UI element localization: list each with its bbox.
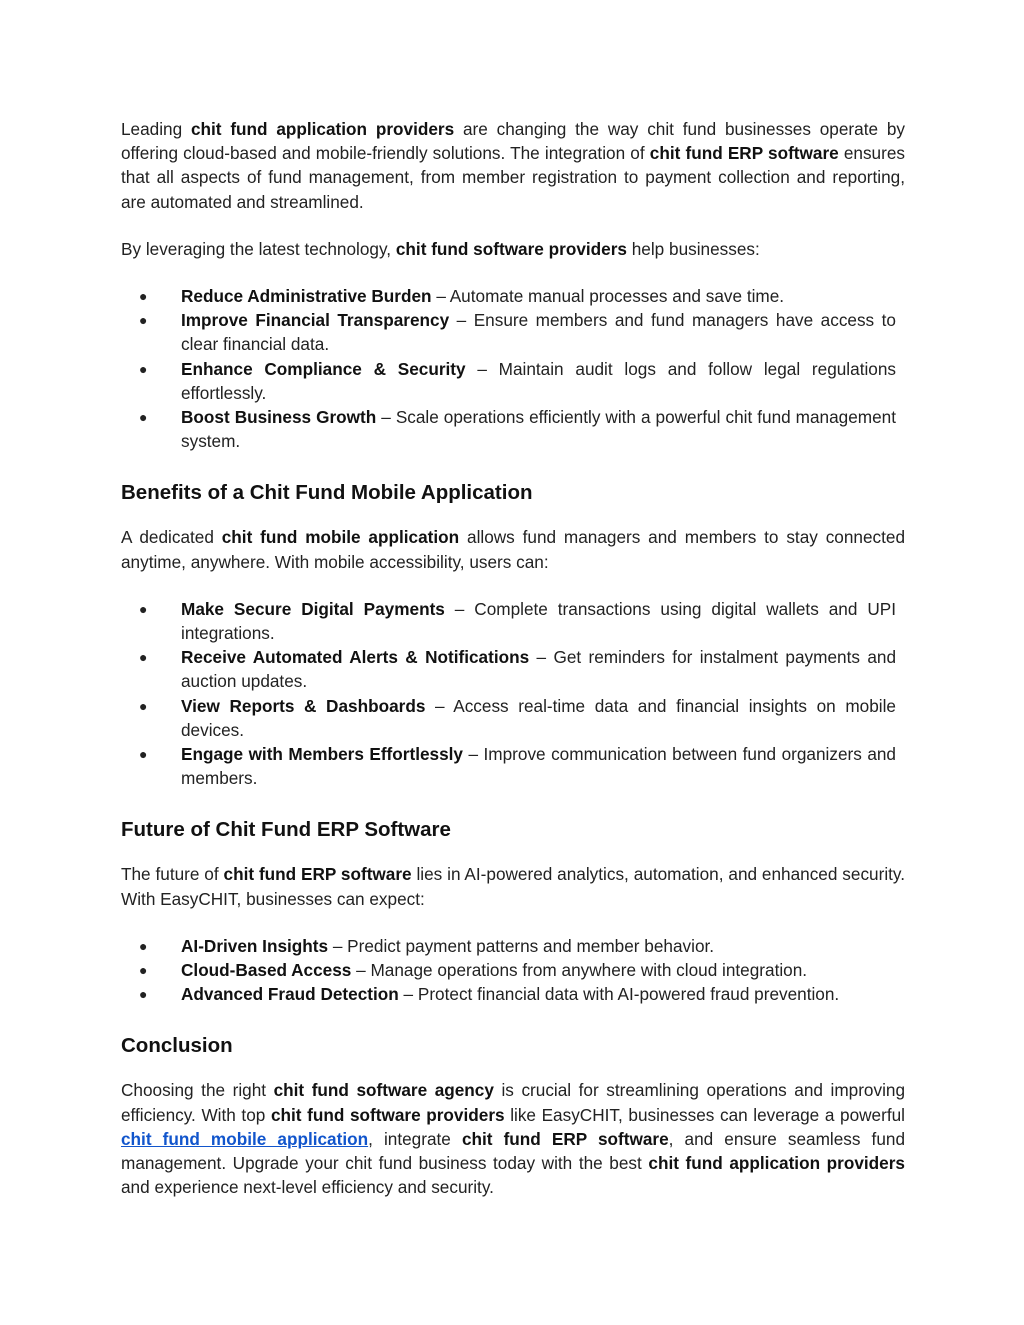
bullet-icon: ● [139, 649, 148, 666]
list-item [121, 694, 905, 742]
future-bullet-list [121, 934, 905, 1007]
bullet-icon: ● [139, 962, 148, 979]
future-paragraph [121, 862, 905, 910]
list-item [121, 597, 905, 645]
document-body [121, 117, 905, 1200]
benefits-bullet-list [121, 597, 905, 791]
list-item-title: Engage with Members Effortlessly [181, 744, 463, 765]
text-run: are changing the way chit fund businesses operate by offering cloud-based and mobile-friendly solutions. The integration of [121, 119, 905, 164]
list-item-text: – Access real-time data and financial insights on mobile devices. [181, 695, 896, 740]
bullet-icon: ● [139, 360, 148, 377]
list-item [121, 742, 905, 790]
bold-run: chit fund application providers [190, 119, 455, 139]
text-run: ensures that all aspects of fund management, from member registration to payment collection and reporting, are automated and streamlined. [121, 143, 905, 212]
text-run: lies in AI-powered analytics, automation, and enhanced security. With EasyCHIT, businesses can expect: [121, 864, 906, 909]
list-item-text: – Scale operations efficiently with a powerful chit fund management system. [181, 407, 897, 452]
list-item [121, 405, 905, 453]
bold-run: chit fund ERP software [223, 864, 412, 885]
text-run: Choosing the right [121, 1080, 274, 1101]
text-run: is crucial for streamlining operations and improving efficiency. With top [121, 1080, 906, 1125]
list-item-text: – Get reminders for instalment payments and auction updates. [181, 647, 896, 692]
intro-lead-paragraph [121, 237, 905, 261]
bullet-icon: ● [139, 312, 148, 329]
bullet-icon: ● [139, 697, 148, 714]
text-run: like EasyCHIT, businesses can leverage a powerful [504, 1104, 905, 1125]
text-run: , integrate [368, 1128, 462, 1149]
bold-run: chit fund software providers [395, 238, 627, 259]
list-item-title: Receive Automated Alerts & Notifications [181, 647, 530, 668]
list-item-text: – Automate manual processes and save time. [431, 286, 785, 307]
bold-run: chit fund mobile application [221, 527, 460, 548]
list-item [121, 308, 905, 356]
bold-run: chit fund application providers [648, 1153, 905, 1174]
list-item-text: – Maintain audit logs and follow legal regulations effortlessly. [181, 358, 896, 403]
bold-run: chit fund ERP software [649, 143, 839, 164]
list-item-title: Enhance Compliance & Security [181, 358, 466, 379]
conclusion-heading: Conclusion [121, 1034, 233, 1058]
list-item-text: – Manage operations from anywhere with cloud integration. [351, 960, 808, 981]
list-item-title: Improve Financial Transparency [181, 310, 450, 331]
text-run: , and ensure seamless fund management. Upgrade your chit fund business today with the best [121, 1128, 906, 1174]
intro-paragraph [121, 117, 905, 214]
bullet-icon: ● [139, 409, 148, 426]
bullet-icon: ● [139, 288, 148, 305]
list-item-text: – Complete transactions using digital wallets and UPI integrations. [181, 598, 896, 644]
bullet-icon: ● [139, 600, 148, 617]
list-item-title: Make Secure Digital Payments [181, 598, 445, 619]
chit-fund-mobile-application-link[interactable]: chit fund mobile application [121, 1128, 369, 1149]
list-item [121, 284, 905, 308]
bullet-icon: ● [139, 986, 148, 1003]
text-run: By leveraging the latest technology, [121, 238, 396, 259]
bold-run: chit fund software agency [273, 1080, 494, 1101]
text-run: help businesses: [626, 238, 760, 259]
bullet-icon: ● [139, 746, 148, 763]
list-item-title: Reduce Administrative Burden [181, 286, 432, 307]
text-run: and experience next-level efficiency and security. [121, 1177, 494, 1198]
list-item [121, 934, 905, 958]
list-item-title: View Reports & Dashboards [181, 695, 426, 716]
benefits-paragraph [121, 525, 905, 573]
conclusion-paragraph [121, 1078, 905, 1199]
list-item [121, 958, 905, 982]
list-item [121, 982, 905, 1006]
list-item-text: – Protect financial data with AI-powered fraud prevention. [398, 984, 840, 1005]
list-item-title: Boost Business Growth [181, 407, 377, 428]
list-item [121, 357, 905, 405]
bullet-icon: ● [139, 937, 148, 954]
bold-run: chit fund software providers [270, 1104, 505, 1125]
bold-run: chit fund ERP software [461, 1128, 669, 1149]
list-item-title: Advanced Fraud Detection [181, 984, 399, 1005]
benefits-heading: Benefits of a Chit Fund Mobile Application [121, 481, 533, 505]
text-run: The future of [121, 864, 224, 885]
text-run: Leading [121, 119, 191, 139]
list-item-title: AI-Driven Insights [181, 935, 329, 956]
list-item-title: Cloud-Based Access [181, 960, 352, 981]
intro-bullet-list [121, 284, 905, 453]
list-item-text: – Ensure members and fund managers have access to clear financial data. [181, 310, 896, 355]
list-item-text: – Predict payment patterns and member behavior. [328, 935, 715, 956]
text-run: A dedicated [121, 527, 222, 548]
text-run: allows fund managers and members to stay connected anytime, anywhere. With mobile accessibility, users can: [121, 527, 906, 572]
list-item [121, 645, 905, 693]
list-item-text: – Improve communication between fund organizers and members. [181, 744, 896, 789]
future-heading: Future of Chit Fund ERP Software [121, 818, 451, 842]
